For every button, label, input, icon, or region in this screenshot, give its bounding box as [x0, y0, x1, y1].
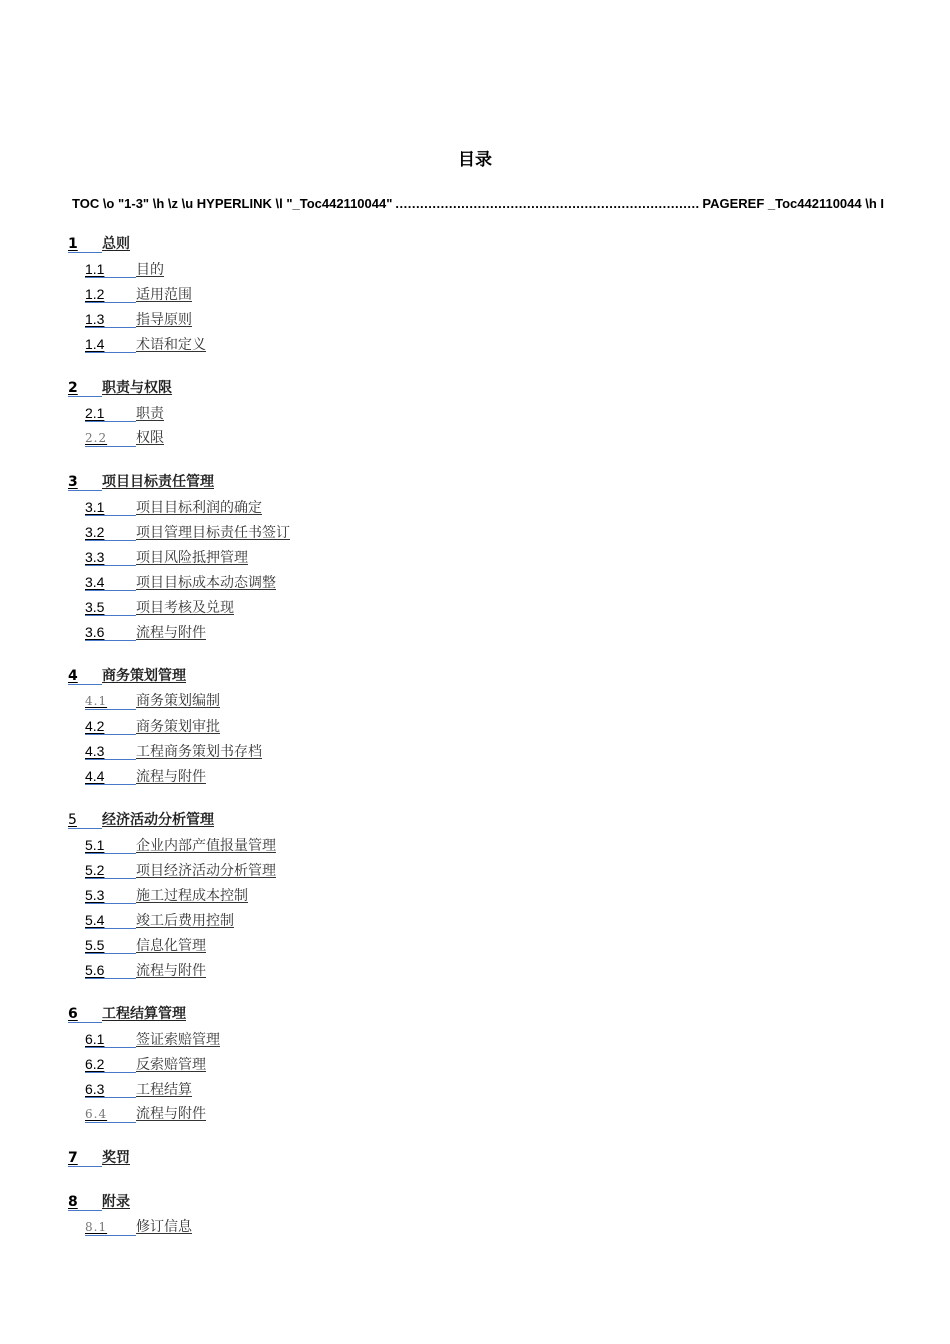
toc-heading-label: 职责与权限	[102, 380, 172, 396]
toc-section	[0, 668, 950, 793]
field-code-left: TOC \o "1-3" \h \z \u HYPERLINK \l "_Toc442110044"	[72, 196, 393, 211]
toc-subitem-link[interactable]	[0, 261, 950, 286]
toc-section	[0, 1150, 950, 1175]
toc-subitem-link[interactable]	[0, 862, 950, 887]
toc-subitem-number: 5.1	[85, 837, 136, 854]
toc-subitem-number: 3.1	[85, 499, 136, 516]
toc-subitem-label: 商务策划审批	[136, 719, 220, 735]
toc-subitem-link[interactable]	[0, 286, 950, 311]
toc-heading-link[interactable]	[0, 812, 950, 837]
field-code-right: PAGEREF _Toc442110044 \h I	[702, 196, 884, 211]
toc-subitem-number: 8.1	[85, 1219, 136, 1236]
toc-subitem-number: 5.3	[85, 887, 136, 904]
toc-subitem-number: 4.1	[85, 693, 136, 710]
toc-subitem-number: 6.1	[85, 1031, 136, 1048]
toc-heading-number: 5	[68, 812, 102, 829]
toc-heading-link[interactable]	[0, 380, 950, 405]
toc-subitem-link[interactable]	[0, 1106, 950, 1131]
toc-subitem-link[interactable]	[0, 624, 950, 649]
toc-subitem-number: 4.4	[85, 768, 136, 785]
toc-heading-link[interactable]	[0, 668, 950, 693]
toc-subitem-label: 目的	[136, 262, 164, 278]
toc-subitem-number: 4.2	[85, 718, 136, 735]
toc-subitem-label: 工程商务策划书存档	[136, 744, 262, 760]
toc-subitem-label: 项目经济活动分析管理	[136, 863, 276, 879]
toc-heading-label: 项目目标责任管理	[102, 474, 214, 490]
toc-heading-link[interactable]	[0, 1150, 950, 1175]
toc-section	[0, 812, 950, 987]
toc-subitem-label: 项目考核及兑现	[136, 600, 234, 616]
toc-subitem-number: 5.4	[85, 912, 136, 929]
toc-subitem-number: 4.3	[85, 743, 136, 760]
toc-subitem-label: 修订信息	[136, 1219, 192, 1235]
toc-subitem-link[interactable]	[0, 887, 950, 912]
toc-subitem-number: 3.4	[85, 574, 136, 591]
toc-subitem-link[interactable]	[0, 912, 950, 937]
toc-subitem-number: 3.5	[85, 599, 136, 616]
toc-section	[0, 1006, 950, 1131]
toc-heading-label: 奖罚	[102, 1150, 130, 1166]
toc-subitem-link[interactable]	[0, 499, 950, 524]
toc-heading-number: 4	[68, 668, 102, 685]
toc-subitem-link[interactable]	[0, 937, 950, 962]
toc-subitem-label: 施工过程成本控制	[136, 888, 248, 904]
toc-subitem-label: 权限	[136, 430, 164, 446]
toc-subitem-label: 工程结算	[136, 1082, 192, 1098]
toc-subitem-label: 项目管理目标责任书签订	[136, 525, 290, 541]
toc-subitem-link[interactable]	[0, 1081, 950, 1106]
toc-heading-label: 工程结算管理	[102, 1006, 186, 1022]
toc-heading-number: 7	[68, 1150, 102, 1167]
toc-subitem-label: 流程与附件	[136, 625, 206, 641]
toc-subitem-link[interactable]	[0, 962, 950, 987]
toc-subitem-label: 反索赔管理	[136, 1057, 206, 1073]
toc-subitem-link[interactable]	[0, 524, 950, 549]
toc-subitem-label: 指导原则	[136, 312, 192, 328]
toc-subitem-number: 2.1	[85, 405, 136, 422]
toc-subitem-link[interactable]	[0, 693, 950, 718]
toc-subitem-number: 1.1	[85, 261, 136, 278]
toc-subitem-link[interactable]	[0, 1056, 950, 1081]
toc-subitem-link[interactable]	[0, 336, 950, 361]
toc-section	[0, 236, 950, 361]
toc-subitem-number: 5.5	[85, 937, 136, 954]
toc-subitem-link[interactable]	[0, 574, 950, 599]
toc-subitem-link[interactable]	[0, 405, 950, 430]
toc-subitem-label: 项目风险抵押管理	[136, 550, 248, 566]
toc-heading-label: 总则	[102, 236, 130, 252]
toc-subitem-link[interactable]	[0, 549, 950, 574]
toc-subitem-label: 竣工后费用控制	[136, 913, 234, 929]
toc-subitem-link[interactable]	[0, 599, 950, 624]
toc-field-code	[72, 196, 884, 211]
toc-subitem-label: 项目目标利润的确定	[136, 500, 262, 516]
toc-subitem-label: 适用范围	[136, 287, 192, 303]
page-title: 目录	[458, 150, 492, 170]
toc-subitem-label: 流程与附件	[136, 1106, 206, 1122]
toc-heading-link[interactable]	[0, 1194, 950, 1219]
toc-subitem-number: 5.2	[85, 862, 136, 879]
toc-heading-label: 附录	[102, 1194, 130, 1210]
toc-subitem-label: 职责	[136, 406, 164, 422]
toc-heading-label: 商务策划管理	[102, 668, 186, 684]
toc-heading-number: 3	[68, 474, 102, 491]
dot-leader	[395, 196, 699, 211]
toc-heading-number: 8	[68, 1194, 102, 1211]
toc-heading-number: 1	[68, 236, 102, 253]
toc-subitem-link[interactable]	[0, 1219, 950, 1244]
toc-subitem-label: 流程与附件	[136, 769, 206, 785]
toc-section	[0, 1194, 950, 1244]
toc-subitem-label: 信息化管理	[136, 938, 206, 954]
toc-subitem-label: 商务策划编制	[136, 693, 220, 709]
toc-subitem-number: 1.2	[85, 286, 136, 303]
toc-heading-label: 经济活动分析管理	[102, 812, 214, 828]
toc-subitem-number: 5.6	[85, 962, 136, 979]
toc-subitem-number: 6.3	[85, 1081, 136, 1098]
toc-subitem-number: 6.2	[85, 1056, 136, 1073]
toc-subitem-label: 企业内部产值报量管理	[136, 838, 276, 854]
toc-heading-link[interactable]	[0, 474, 950, 499]
toc-heading-number: 6	[68, 1006, 102, 1023]
toc-subitem-number: 3.2	[85, 524, 136, 541]
toc-subitem-label: 项目目标成本动态调整	[136, 575, 276, 591]
toc-subitem-number: 2.2	[85, 430, 136, 447]
toc-subitem-label: 术语和定义	[136, 337, 206, 353]
toc-subitem-link[interactable]	[0, 430, 950, 455]
toc-subitem-link[interactable]	[0, 718, 950, 743]
toc-subitem-number: 1.4	[85, 336, 136, 353]
toc-subitem-link[interactable]	[0, 837, 950, 862]
toc-subitem-number: 3.6	[85, 624, 136, 641]
toc-subitem-number: 3.3	[85, 549, 136, 566]
toc-subitem-link[interactable]	[0, 311, 950, 336]
toc-subitem-number: 1.3	[85, 311, 136, 328]
toc-section	[0, 380, 950, 455]
toc-heading-number: 2	[68, 380, 102, 397]
toc-subitem-label: 签证索赔管理	[136, 1032, 220, 1048]
toc-subitem-number: 6.4	[85, 1106, 136, 1123]
toc-subitem-link[interactable]	[0, 743, 950, 768]
toc-heading-link[interactable]	[0, 236, 950, 261]
toc-subitem-link[interactable]	[0, 768, 950, 793]
table-of-contents	[0, 236, 950, 1263]
toc-heading-link[interactable]	[0, 1006, 950, 1031]
toc-section	[0, 474, 950, 649]
toc-subitem-link[interactable]	[0, 1031, 950, 1056]
toc-subitem-label: 流程与附件	[136, 963, 206, 979]
